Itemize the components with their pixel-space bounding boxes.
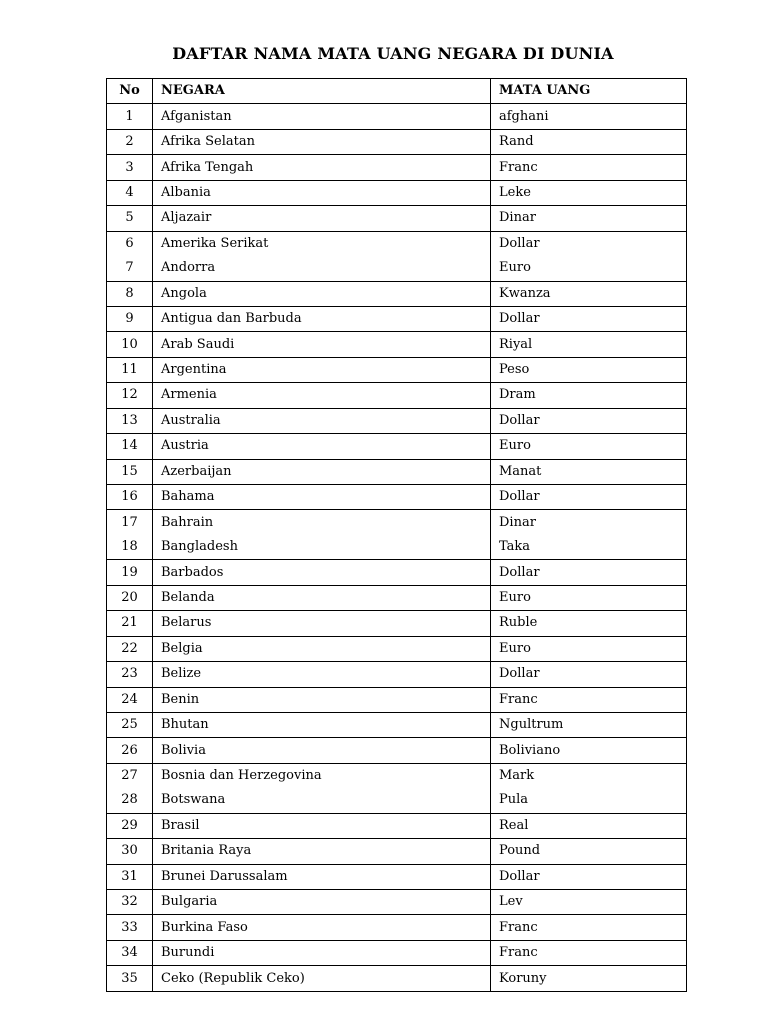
cell-no: 4 xyxy=(107,180,153,205)
cell-country: Argentina xyxy=(153,357,491,382)
cell-country: Belarus xyxy=(153,611,491,636)
cell-currency: Kwanza xyxy=(491,281,687,306)
cell-no: 23 xyxy=(107,662,153,687)
cell-currency: Dram xyxy=(491,383,687,408)
cell-no: 3 xyxy=(107,155,153,180)
table-row xyxy=(107,357,687,382)
table-row xyxy=(107,434,687,459)
cell-currency: Riyal xyxy=(491,332,687,357)
cell-no: 1 xyxy=(107,104,153,129)
table-row xyxy=(107,560,687,585)
cell-country: Bulgaria xyxy=(153,890,491,915)
table-row xyxy=(107,155,687,180)
cell-currency: Boliviano xyxy=(491,738,687,763)
table-row xyxy=(107,535,687,560)
cell-no: 33 xyxy=(107,915,153,940)
cell-no: 16 xyxy=(107,485,153,510)
table-row xyxy=(107,940,687,965)
cell-currency: Taka xyxy=(491,535,687,560)
table-row xyxy=(107,915,687,940)
cell-currency: Real xyxy=(491,813,687,838)
cell-no: 29 xyxy=(107,813,153,838)
table-row xyxy=(107,104,687,129)
cell-currency: Peso xyxy=(491,357,687,382)
table-row xyxy=(107,738,687,763)
cell-country: Britania Raya xyxy=(153,839,491,864)
cell-country: Armenia xyxy=(153,383,491,408)
cell-country: Antigua dan Barbuda xyxy=(153,306,491,331)
cell-country: Belize xyxy=(153,662,491,687)
cell-no: 32 xyxy=(107,890,153,915)
cell-country: Burkina Faso xyxy=(153,915,491,940)
cell-no: 27 xyxy=(107,763,153,788)
cell-country: Bangladesh xyxy=(153,535,491,560)
table-row xyxy=(107,306,687,331)
cell-country: Bahama xyxy=(153,485,491,510)
table-row xyxy=(107,662,687,687)
cell-no: 10 xyxy=(107,332,153,357)
cell-country: Brasil xyxy=(153,813,491,838)
cell-currency: Dinar xyxy=(491,206,687,231)
cell-currency: Euro xyxy=(491,585,687,610)
cell-currency: Dollar xyxy=(491,306,687,331)
table-row xyxy=(107,966,687,991)
cell-currency: Koruny xyxy=(491,966,687,991)
table-row xyxy=(107,611,687,636)
cell-no: 8 xyxy=(107,281,153,306)
cell-currency: Mark xyxy=(491,763,687,788)
cell-country: Aljazair xyxy=(153,206,491,231)
cell-currency: Dollar xyxy=(491,560,687,585)
cell-no: 2 xyxy=(107,129,153,154)
currency-table xyxy=(106,78,687,992)
cell-no: 20 xyxy=(107,585,153,610)
table-row xyxy=(107,763,687,788)
cell-no: 7 xyxy=(107,256,153,281)
table-row xyxy=(107,231,687,256)
table-row xyxy=(107,813,687,838)
table-row xyxy=(107,839,687,864)
cell-country: Albania xyxy=(153,180,491,205)
cell-no: 13 xyxy=(107,408,153,433)
cell-country: Botswana xyxy=(153,788,491,813)
table-header-row xyxy=(107,79,687,104)
cell-country: Belanda xyxy=(153,585,491,610)
table-row xyxy=(107,636,687,661)
cell-currency: Euro xyxy=(491,434,687,459)
cell-country: Benin xyxy=(153,687,491,712)
cell-currency: Dinar xyxy=(491,510,687,535)
table-body xyxy=(107,104,687,991)
cell-no: 24 xyxy=(107,687,153,712)
cell-currency: Ruble xyxy=(491,611,687,636)
cell-country: Belgia xyxy=(153,636,491,661)
cell-no: 18 xyxy=(107,535,153,560)
table-row xyxy=(107,890,687,915)
cell-no: 22 xyxy=(107,636,153,661)
cell-country: Brunei Darussalam xyxy=(153,864,491,889)
cell-country: Bosnia dan Herzegovina xyxy=(153,763,491,788)
table-row xyxy=(107,712,687,737)
cell-no: 31 xyxy=(107,864,153,889)
cell-country: Bolivia xyxy=(153,738,491,763)
table-row xyxy=(107,180,687,205)
cell-country: Amerika Serikat xyxy=(153,231,491,256)
cell-country: Azerbaijan xyxy=(153,459,491,484)
cell-currency: Dollar xyxy=(491,408,687,433)
cell-country: Arab Saudi xyxy=(153,332,491,357)
cell-no: 15 xyxy=(107,459,153,484)
cell-currency: Rand xyxy=(491,129,687,154)
table-row xyxy=(107,383,687,408)
cell-currency: Dollar xyxy=(491,662,687,687)
cell-country: Bahrain xyxy=(153,510,491,535)
header-currency: MATA UANG xyxy=(491,79,687,104)
table-row xyxy=(107,129,687,154)
cell-country: Barbados xyxy=(153,560,491,585)
cell-no: 26 xyxy=(107,738,153,763)
cell-currency: Dollar xyxy=(491,231,687,256)
cell-currency: Franc xyxy=(491,687,687,712)
cell-no: 5 xyxy=(107,206,153,231)
cell-no: 30 xyxy=(107,839,153,864)
cell-country: Austria xyxy=(153,434,491,459)
cell-currency: Franc xyxy=(491,940,687,965)
cell-country: Bhutan xyxy=(153,712,491,737)
cell-currency: afghani xyxy=(491,104,687,129)
cell-no: 17 xyxy=(107,510,153,535)
cell-country: Afrika Selatan xyxy=(153,129,491,154)
cell-country: Burundi xyxy=(153,940,491,965)
cell-country: Afganistan xyxy=(153,104,491,129)
cell-currency: Manat xyxy=(491,459,687,484)
cell-currency: Dollar xyxy=(491,485,687,510)
cell-no: 14 xyxy=(107,434,153,459)
cell-no: 6 xyxy=(107,231,153,256)
cell-currency: Pula xyxy=(491,788,687,813)
page-title: DAFTAR NAMA MATA UANG NEGARA DI DUNIA xyxy=(172,44,614,63)
cell-no: 11 xyxy=(107,357,153,382)
cell-currency: Lev xyxy=(491,890,687,915)
cell-country: Afrika Tengah xyxy=(153,155,491,180)
cell-no: 21 xyxy=(107,611,153,636)
table-row xyxy=(107,281,687,306)
cell-no: 34 xyxy=(107,940,153,965)
cell-currency: Ngultrum xyxy=(491,712,687,737)
table-row xyxy=(107,332,687,357)
cell-currency: Dollar xyxy=(491,864,687,889)
cell-country: Ceko (Republik Ceko) xyxy=(153,966,491,991)
header-country: NEGARA xyxy=(153,79,491,104)
table-row xyxy=(107,510,687,535)
cell-country: Andorra xyxy=(153,256,491,281)
table-row xyxy=(107,687,687,712)
cell-no: 12 xyxy=(107,383,153,408)
cell-currency: Leke xyxy=(491,180,687,205)
cell-country: Australia xyxy=(153,408,491,433)
table-row xyxy=(107,408,687,433)
cell-country: Angola xyxy=(153,281,491,306)
cell-no: 35 xyxy=(107,966,153,991)
cell-no: 9 xyxy=(107,306,153,331)
table-row xyxy=(107,788,687,813)
table-row xyxy=(107,256,687,281)
cell-currency: Franc xyxy=(491,915,687,940)
table-row xyxy=(107,459,687,484)
cell-currency: Euro xyxy=(491,636,687,661)
cell-no: 19 xyxy=(107,560,153,585)
table-row xyxy=(107,864,687,889)
table-row xyxy=(107,585,687,610)
table-row xyxy=(107,485,687,510)
cell-no: 25 xyxy=(107,712,153,737)
cell-currency: Franc xyxy=(491,155,687,180)
table-row xyxy=(107,206,687,231)
cell-currency: Euro xyxy=(491,256,687,281)
header-no: No xyxy=(107,79,153,104)
cell-currency: Pound xyxy=(491,839,687,864)
cell-no: 28 xyxy=(107,788,153,813)
